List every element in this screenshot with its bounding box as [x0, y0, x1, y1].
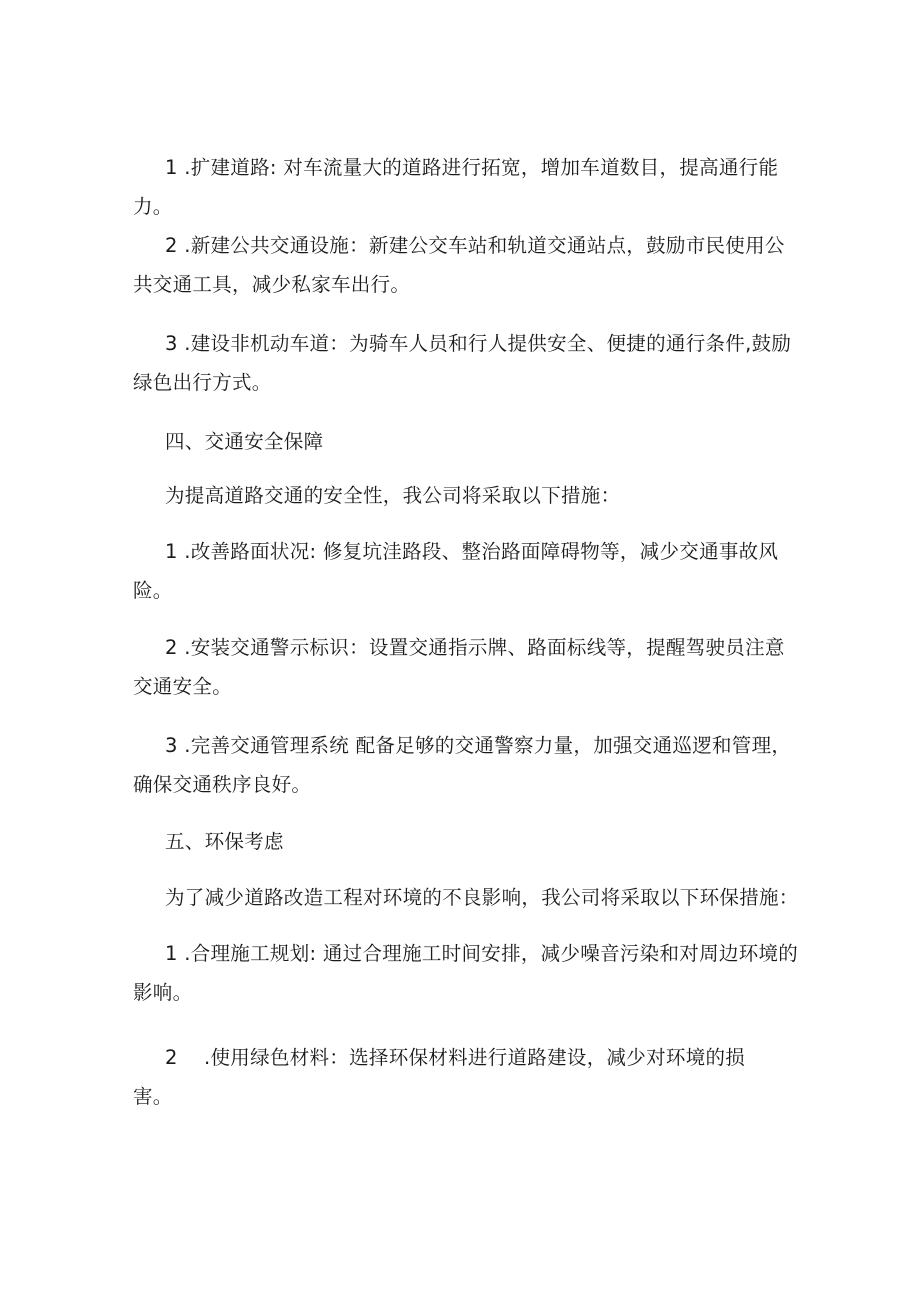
paragraph-expand-roads: 1 .扩建道路: 对车流量大的道路进行拓宽，增加车道数目，提高通行能力。 — [133, 156, 779, 218]
section-heading-environment: 五、环保考虑 — [165, 830, 284, 853]
paragraph-road-surface: 1 .改善路面状况: 修复坑洼路段、整治路面障碍物等，减少交通事故风险。 — [133, 540, 779, 602]
paragraph-safety-intro: 为提高道路交通的安全性，我公司将采取以下措施： — [165, 484, 621, 507]
paragraph-public-transit: 2 .新建公共交通设施：新建公交车站和轨道交通站点，鼓励市民使用公共交通工具，减少私家车出行。 — [133, 234, 785, 296]
paragraph-green-materials: 2 .使用绿色材料：选择环保材料进行道路建设，减少对环境的损害。 — [133, 1046, 746, 1108]
paragraph-traffic-management: 3 .完善交通管理系统 配备足够的交通警察力量，加强交通巡逻和管理，确保交通秩序良好。 — [133, 734, 792, 796]
paragraph-non-motor-lanes: 3 .建设非机动车道：为骑车人员和行人提供安全、便捷的通行条件,鼓励绿色出行方式。 — [133, 332, 792, 394]
paragraph-environment-intro: 为了减少道路改造工程对环境的不良影响，我公司将采取以下环保措施： — [165, 886, 799, 909]
section-heading-traffic-safety: 四、交通安全保障 — [165, 430, 324, 453]
paragraph-construction-planning: 1 .合理施工规划: 通过合理施工时间安排，减少噪音污染和对周边环境的影响。 — [133, 942, 799, 1004]
paragraph-warning-signs: 2 .安装交通警示标识：设置交通指示牌、路面标线等，提醒驾驶员注意交通安全。 — [133, 636, 785, 698]
